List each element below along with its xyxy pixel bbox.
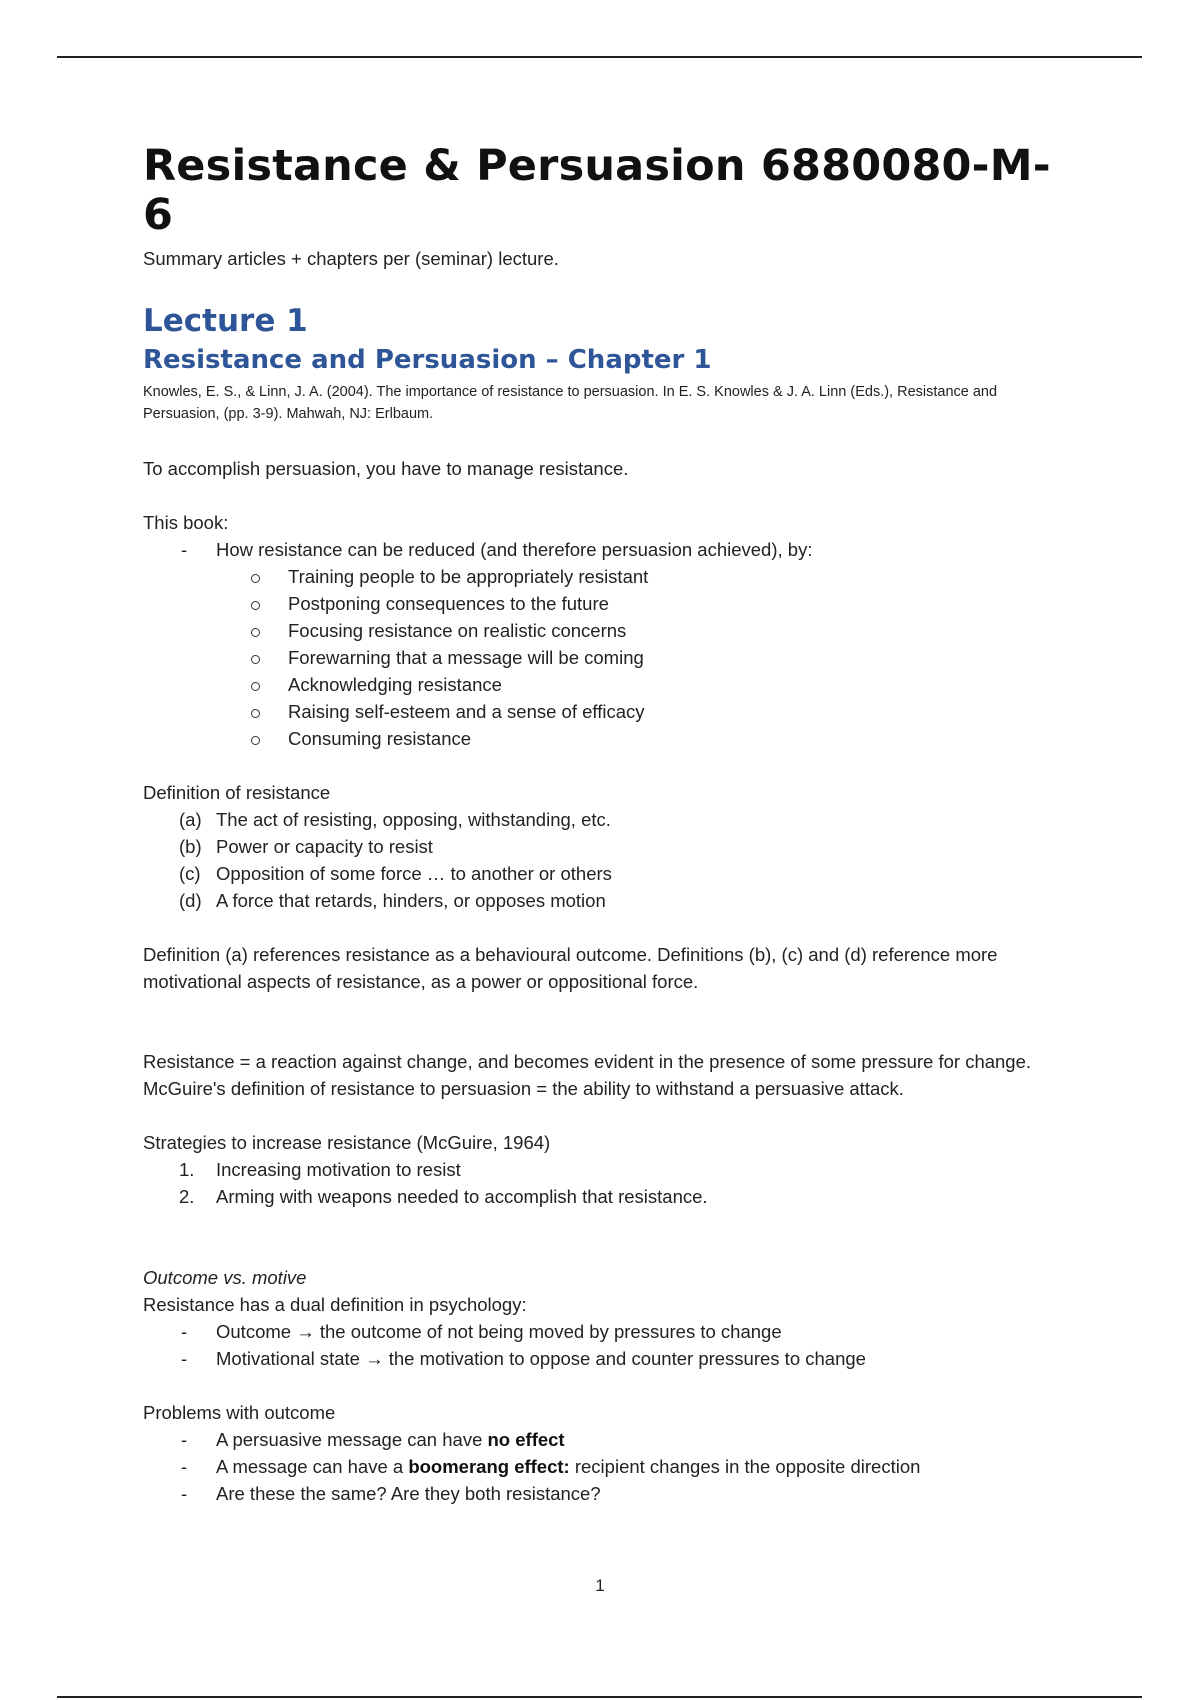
book-list xyxy=(143,536,1063,563)
circle-bullet-icon xyxy=(251,682,260,691)
list-item xyxy=(143,1426,1063,1453)
book-point: How resistance can be reduced (and therefore persuasion achieved), by: xyxy=(216,539,813,560)
resistance-definition: Resistance = a reaction against change, and becomes evident in the presence of some pressure for change. xyxy=(143,1051,1032,1072)
list-marker: (a) xyxy=(179,809,202,830)
list-item xyxy=(143,698,1063,725)
list-marker: 2. xyxy=(179,1186,195,1207)
circle-bullet-icon xyxy=(251,601,260,610)
sublist-text: Forewarning that a message will be coming xyxy=(288,647,644,668)
arrow-icon: → xyxy=(365,1348,384,1369)
header-rule xyxy=(57,56,1142,58)
document-subtitle: Summary articles + chapters per (seminar) lecture. xyxy=(143,248,559,269)
strategies-label: Strategies to increase resistance (McGuire, 1964) xyxy=(143,1132,551,1153)
dash-bullet: - xyxy=(181,1456,188,1477)
list-item xyxy=(143,1345,1063,1372)
sublist-text: Acknowledging resistance xyxy=(288,674,502,695)
list-item xyxy=(143,725,1063,752)
problem-text: A persuasive message can have xyxy=(216,1429,488,1450)
dash-bullet: - xyxy=(181,1429,188,1450)
definition-text: Power or capacity to resist xyxy=(216,836,433,857)
dual-text: the motivation to oppose and counter pressures to change xyxy=(388,1348,866,1369)
dash-bullet: - xyxy=(181,1483,188,1504)
book-sublist xyxy=(143,563,1063,752)
lecture-heading: Lecture 1 xyxy=(143,303,308,339)
dash-bullet: - xyxy=(181,539,188,560)
list-item xyxy=(143,1318,1063,1345)
page-number: 1 xyxy=(595,1576,605,1595)
list-item xyxy=(143,1156,1063,1183)
definition-text: The act of resisting, opposing, withstanding, etc. xyxy=(216,809,611,830)
strategies-list xyxy=(143,1156,1063,1210)
definition-label: Definition of resistance xyxy=(143,782,331,803)
problem-bold: boomerang effect: xyxy=(408,1456,570,1477)
definition-text: A force that retards, hinders, or opposes motion xyxy=(216,890,606,911)
arrow-icon: → xyxy=(296,1321,315,1342)
problems-label: Problems with outcome xyxy=(143,1402,336,1423)
list-item xyxy=(143,671,1063,698)
list-item xyxy=(143,806,1063,833)
problem-text: Are these the same? Are they both resistance? xyxy=(216,1483,601,1504)
intro-paragraph: To accomplish persuasion, you have to manage resistance. xyxy=(143,458,629,479)
list-marker: 1. xyxy=(179,1159,195,1180)
document-title: Resistance & Persuasion 6880080-M-6 xyxy=(143,141,1051,240)
dual-label: Motivational state xyxy=(216,1348,360,1369)
dual-text: the outcome of not being moved by pressures to change xyxy=(319,1321,782,1342)
list-marker: (b) xyxy=(179,836,202,857)
definition-text: Opposition of some force … to another or others xyxy=(216,863,612,884)
circle-bullet-icon xyxy=(251,709,260,718)
dual-definition: Resistance has a dual definition in psychology: xyxy=(143,1294,527,1315)
circle-bullet-icon xyxy=(251,628,260,637)
sublist-text: Focusing resistance on realistic concerns xyxy=(288,620,627,641)
list-item xyxy=(143,1183,1063,1210)
list-item xyxy=(143,1480,1063,1507)
problem-text-rest: recipient changes in the opposite direction xyxy=(569,1456,921,1477)
list-item xyxy=(143,1453,1063,1480)
sublist-text: Raising self-esteem and a sense of efficacy xyxy=(288,701,645,722)
book-label: This book: xyxy=(143,512,229,533)
list-item xyxy=(143,590,1063,617)
list-item xyxy=(143,617,1063,644)
dash-bullet: - xyxy=(181,1348,188,1369)
dual-label: Outcome xyxy=(216,1321,292,1342)
dash-bullet: - xyxy=(181,1321,188,1342)
footer-rule xyxy=(57,1696,1142,1698)
list-item xyxy=(143,536,1063,563)
strategy-text: Increasing motivation to resist xyxy=(216,1159,461,1180)
sublist-text: Postponing consequences to the future xyxy=(288,593,609,614)
circle-bullet-icon xyxy=(251,736,260,745)
circle-bullet-icon xyxy=(251,574,260,583)
problem-text: A message can have a xyxy=(216,1456,409,1477)
list-item xyxy=(143,563,1063,590)
list-item xyxy=(143,887,1063,914)
chapter-heading: Resistance and Persuasion – Chapter 1 xyxy=(143,345,712,375)
problem-bold: no effect xyxy=(487,1429,565,1450)
list-item xyxy=(143,644,1063,671)
definition-list xyxy=(143,806,1063,914)
list-marker: (d) xyxy=(179,890,202,911)
list-marker: (c) xyxy=(179,863,201,884)
list-item xyxy=(143,833,1063,860)
sublist-text: Consuming resistance xyxy=(288,728,472,749)
mcguire-definition: McGuire's definition of resistance to persuasion = the ability to withstand a persuasive attack. xyxy=(143,1078,904,1099)
strategy-text: Arming with weapons needed to accomplish that resistance. xyxy=(216,1186,708,1207)
sublist-text: Training people to be appropriately resistant xyxy=(288,566,649,587)
definition-explanation: Definition (a) references resistance as a behavioural outcome. Definitions (b), (c) and (d) reference more motivational aspects of resistance, as a power or oppositional force. xyxy=(143,944,998,992)
reference-citation: Knowles, E. S., & Linn, J. A. (2004). The importance of resistance to persuasion. In E. S. Knowles & J. A. Linn (Eds.), Resistance and Persuasion, (pp. 3-9). Mahwah, NJ: Erlbaum. xyxy=(143,384,998,422)
circle-bullet-icon xyxy=(251,655,260,664)
dual-list xyxy=(143,1318,1063,1372)
document-page xyxy=(143,142,1063,1507)
list-item xyxy=(143,860,1063,887)
outcome-heading: Outcome vs. motive xyxy=(143,1267,307,1288)
problems-list xyxy=(143,1426,1063,1507)
